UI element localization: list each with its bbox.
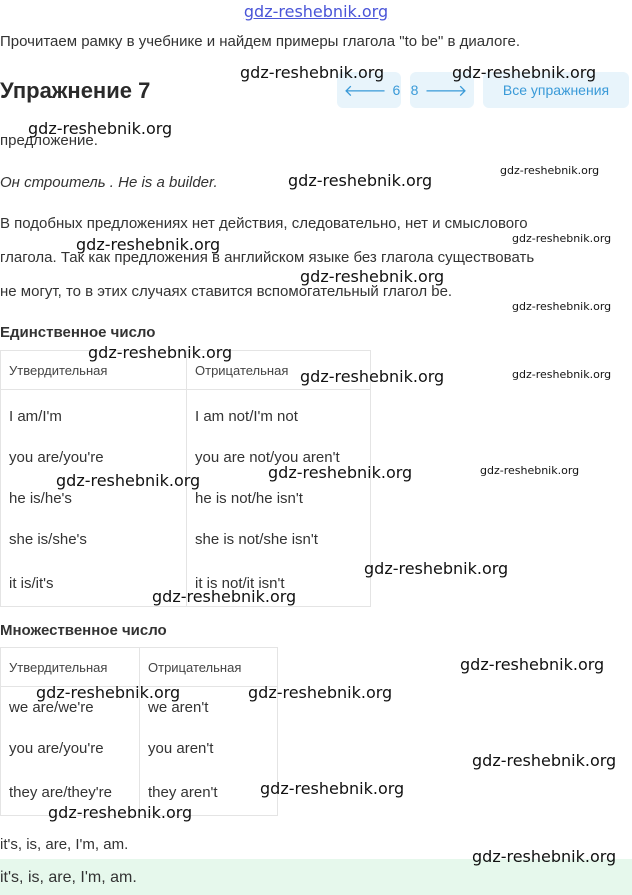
- prev-exercise-label: 6: [392, 82, 401, 98]
- example-sentence: Он строитель . He is a builder.: [0, 174, 218, 191]
- table-cell: you are/you're: [1, 728, 140, 769]
- watermark: gdz-reshebnik.org: [300, 267, 445, 286]
- table-cell: I am not/I'm not: [187, 390, 371, 438]
- watermark: gdz-reshebnik.org: [48, 803, 193, 822]
- plural-table: [0, 647, 278, 816]
- table-header-negative: Отрицательная: [187, 351, 371, 390]
- table-row: [1, 519, 371, 560]
- table-header-row: [1, 648, 278, 687]
- paragraph-3-line-1: В подобных предложениях нет действия, следовательно, нет и смыслового: [0, 215, 528, 232]
- watermark: gdz-reshebnik.org: [88, 343, 233, 362]
- watermark: gdz-reshebnik.org: [248, 683, 393, 702]
- singular-heading: Единственное число: [0, 324, 156, 341]
- table-row: [1, 728, 278, 769]
- plural-heading: Множественное число: [0, 622, 167, 639]
- arrow-left-icon: 🡐: [343, 82, 387, 100]
- watermark: gdz-reshebnik.org: [512, 300, 612, 313]
- watermark: gdz-reshebnik.org: [76, 235, 221, 254]
- table-cell: he is/he's: [1, 478, 187, 519]
- table-cell: they aren't: [140, 769, 278, 816]
- table-header-negative: Отрицательная: [140, 648, 278, 687]
- watermark: gdz-reshebnik.org: [512, 368, 612, 381]
- all-exercises-label: Все упражнения: [502, 82, 610, 98]
- watermark: gdz-reshebnik.org: [268, 463, 413, 482]
- table-cell: you are not/you aren't: [187, 437, 371, 478]
- table-cell: he is not/he isn't: [187, 478, 371, 519]
- table-cell: I am/I'm: [1, 390, 187, 438]
- watermark: gdz-reshebnik.org: [240, 63, 385, 82]
- paragraph-3-line-2: глагола. Так как предложения в английском языке без глагола существовать: [0, 249, 535, 266]
- watermark: gdz-reshebnik.org: [152, 587, 297, 606]
- watermark: gdz-reshebnik.org: [500, 164, 600, 177]
- table-cell: we aren't: [140, 687, 278, 729]
- watermark: gdz-reshebnik.org: [28, 119, 173, 138]
- conclusion-text: it's, is, are, I'm, am.: [0, 836, 129, 853]
- watermark: gdz-reshebnik.org: [480, 464, 580, 477]
- paragraph-1: предложение.: [0, 132, 98, 149]
- table-header-affirmative: Утвердительная: [1, 648, 140, 687]
- watermark: gdz-reshebnik.org: [452, 63, 597, 82]
- table-row: [1, 390, 371, 438]
- watermark: gdz-reshebnik.org: [288, 171, 433, 190]
- table-cell: you are/you're: [1, 437, 187, 478]
- site-link[interactable]: gdz-reshebnik.org: [243, 2, 389, 21]
- next-exercise-label: 8: [410, 82, 419, 98]
- page-title: Упражнение 7: [0, 78, 151, 103]
- table-header-affirmative: Утвердительная: [1, 351, 187, 390]
- watermark: gdz-reshebnik.org: [472, 751, 617, 770]
- watermark: gdz-reshebnik.org: [512, 232, 612, 245]
- table-cell: you aren't: [140, 728, 278, 769]
- paragraph-3-line-3: не могут, то в этих случаях ставится вспомогательный глагол be.: [0, 283, 453, 300]
- watermark: gdz-reshebnik.org: [472, 847, 617, 866]
- watermark: gdz-reshebnik.org: [300, 367, 445, 386]
- answer-text: it's, is, are, I'm, am.: [0, 869, 137, 886]
- table-cell: she is/she's: [1, 519, 187, 560]
- watermark: gdz-reshebnik.org: [36, 683, 181, 702]
- watermark: gdz-reshebnik.org: [460, 655, 605, 674]
- table-cell: they are/they're: [1, 769, 140, 816]
- watermark: gdz-reshebnik.org: [260, 779, 405, 798]
- arrow-right-icon: 🡒: [424, 82, 468, 100]
- table-cell: it is/it's: [1, 560, 187, 607]
- watermark: gdz-reshebnik.org: [364, 559, 509, 578]
- table-cell: she is not/she isn't: [187, 519, 371, 560]
- table-cell: we are/we're: [1, 687, 140, 729]
- watermark: gdz-reshebnik.org: [56, 471, 201, 490]
- table-cell: it is not/it isn't: [187, 560, 371, 607]
- intro-text: Прочитаем рамку в учебнике и найдем примеры глагола "to be" в диалоге.: [0, 33, 520, 50]
